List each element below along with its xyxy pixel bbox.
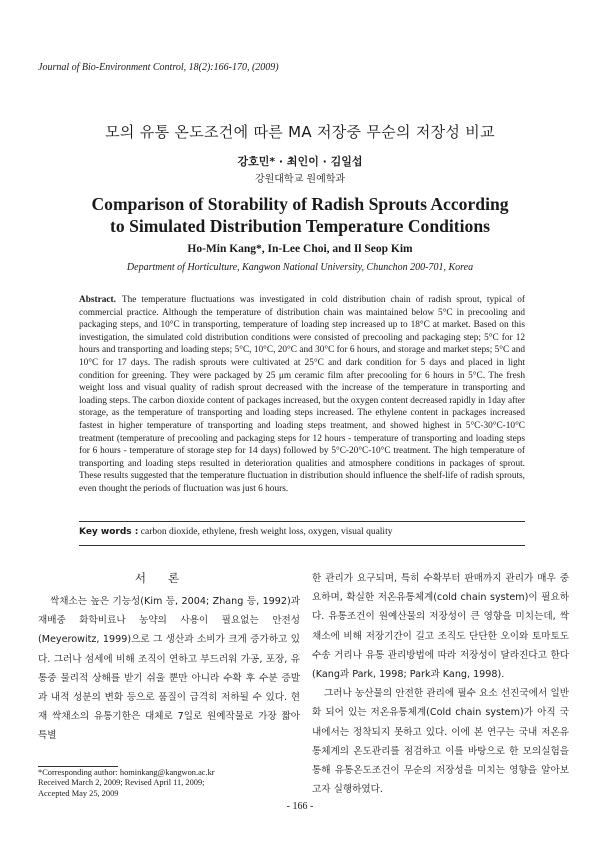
keywords-text: carbon dioxide, ethylene, fresh weight loss, oxygen, visual quality <box>140 527 393 537</box>
page-number: - 166 - <box>286 801 314 812</box>
abstract-text: The temperature fluctuations was investigated in cold distribution chain of radish sprout, typical of commercial practice. Although the temperature of distribution chain was maintained below 5°C in precooling and packaging steps, and 10°C in transporting, temperature of loading step increased up to 18°C at market. Based on this investigation, the simulated cold distribution conditions were consisted of precooling and packaging step; 5°C for 12 hours and transporting and loading steps; 5°C, 10°C, 20°C and 30°C for 6 hours, and storage and market steps; 5°C and 10°C for 17 days. The radish sprouts were cultivated at 25°C and dark condition for 5 days and placed in light condition for greening. They were packaged by 25 μm ceramic film after precooling for 6 hours in 5°C. The fresh weight loss and visual quality of radish sprout decreased with the increase of the temperature in transporting and loading steps. The carbon dioxide content of packages increased, but the oxygen content decreased rapidly in 1day after storage, as the temperature of transporting and loading steps increased. The ethylene content in packages increased fastest in higher temperature of transporting and loading steps treatment, and showed highest in 5°C-30°C-10°C treatment (temperature of precooling and packaging steps for 12 hours - temperature of transporting and loading steps for 6 hours - temperature of storage step for 14 days) followed by 5°C-20°C-10°C treatment. The high temperature of transporting and loading steps resulted in deterioration qualities and atmosphere conditions in packages of sprout. These results suggested that the temperature fluctuation in distribution should influence the shelf-life of radish sprouts, even thought the periods of fluctuation was just 6 hours. <box>79 295 525 494</box>
keywords-bottom-rule <box>79 545 525 546</box>
left-column <box>38 592 300 746</box>
keywords <box>79 527 525 537</box>
korean-title: 모의 유통 온도조건에 따른 MA 저장중 무순의 저장성 비교 <box>105 123 495 141</box>
left-column-paragraph: 싹채소는 높은 기능성(Kim 등, 2004; Zhang 등, 1992)과 재배중 화학비료나 농약의 사용이 필요없는 안전성(Meyerowitz, 1999)으로 그 생산과 소비가 크게 증가하고 있다. 그러나 섬세에 비해 조직이 연하고 부드러워 가공, 포장, 유통중 물리적 상해를 받기 쉬울 뿐만 아니라 수확 후 수분 증발과 내적 성분의 변화 등으로 품질이 급격히 저하될 수 있다. 현재 싹채소의 유통기한은 대체로 7일로 원예작물로 가장 짧아 특별 <box>38 596 300 742</box>
english-title-line-2: to Simulated Distribution Temperature Conditions <box>110 216 490 236</box>
section-heading-introduction: 서론 <box>134 571 202 585</box>
footnote-received: Received March 2, 2009; Revised April 11, 2009; <box>38 778 205 788</box>
english-title <box>0 193 600 237</box>
footnote-accepted: Accepted May 25, 2009 <box>38 788 119 798</box>
abstract <box>79 294 525 496</box>
english-affiliation: Department of Horticulture, Kangwon National University, Chunchon 200-701, Korea <box>126 262 474 273</box>
keywords-label: Key words : <box>79 527 139 537</box>
journal-reference: Journal of Bio-Environment Control, 18(2):166-170, (2009) <box>38 62 279 73</box>
footnote <box>38 768 300 799</box>
korean-authors: 강호민* · 최인이 · 김일섭 <box>237 155 363 168</box>
right-column-paragraph-1: 한 관리가 요구되며, 특히 수확부터 판매까지 관리가 매우 중요하며, 확실한 저온유통체계(cold chain system)이 필요하다. 유통조건이 원예산물의 저장성이 큰 영향을 미치는데, 싹채소에 비해 저장기간이 길고 조직도 단단한 오이와 토마토도 수송 거리나 유통 관리방법에 따라 저장성이 달라진다고 한다(Kang과 Park, 1998; Park과 Kang, 1998). <box>312 573 569 681</box>
english-title-line-1: Comparison of Storability of Radish Sprouts According <box>91 194 509 214</box>
right-column <box>312 569 569 799</box>
footnote-corresponding: *Corresponding author: hominkang@kangwon.ac.kr <box>38 768 215 777</box>
english-authors: Ho-Min Kang*, In-Lee Choi, and Il Seop Kim <box>187 243 413 255</box>
right-column-paragraph-2: 그러나 농산물의 안전한 관리에 필수 요소 선진국에서 일반화 되어 있는 저온유통체계(Cold chain system)가 아직 국내에서는 정착되지 못하고 있다. 이에 본 연구는 국내 저온유통체계의 온도관리를 점검하고 이를 바탕으로 한 모의실험을 통해 유통온도조건이 무순의 저장성을 미치는 영향을 알아보고자 실행하였다. <box>312 688 569 796</box>
keywords-top-rule <box>79 521 525 522</box>
footnote-rule <box>38 766 118 767</box>
korean-affiliation: 강원대학교 원예학과 <box>254 174 346 185</box>
abstract-label: Abstract. <box>79 295 116 305</box>
